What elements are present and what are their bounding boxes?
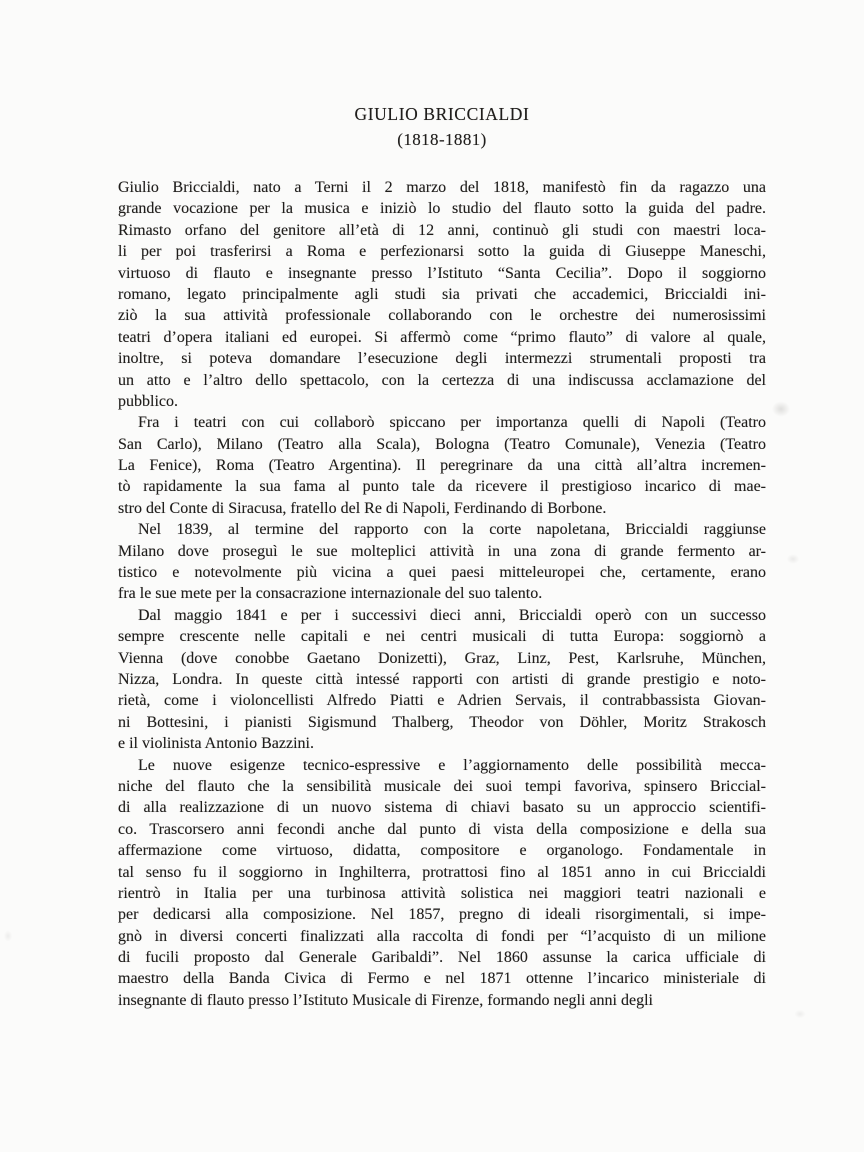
heading-title: GIULIO BRICCIALDI bbox=[354, 104, 530, 124]
text-line: gnò in diversi concerti finalizzati alla raccolta di fondi per “l’acquisto di un milione bbox=[118, 927, 766, 945]
text-line: stro del Conte di Siracusa, fratello del Re di Napoli, Ferdinando di Borbone. bbox=[118, 499, 607, 517]
scan-smudge bbox=[784, 552, 802, 566]
text-line: Milano dove proseguì le sue molteplici attività in una zona di grande fermento ar- bbox=[118, 542, 766, 560]
text-line: niche del flauto che la sensibilità musicale dei suoi tempi favoriva, spinsero Briccial- bbox=[118, 777, 766, 795]
text-line: Nel 1839, al termine del rapporto con la corte napoletana, Briccialdi raggiunse bbox=[138, 521, 766, 539]
heading-dates: (1818-1881) bbox=[397, 130, 487, 149]
scan-smudge bbox=[768, 398, 794, 420]
text-line: La Fenice), Roma (Teatro Argentina). Il peregrinare da una città all’altra incremen- bbox=[118, 457, 766, 475]
page-heading bbox=[118, 102, 766, 152]
paragraph bbox=[118, 519, 766, 605]
paragraph bbox=[118, 412, 766, 519]
text-line: pubblico. bbox=[118, 392, 178, 410]
text-line: Dal maggio 1841 e per i successivi dieci anni, Briccialdi operò con un successo bbox=[138, 606, 766, 624]
text-line: un atto e l’altro dello spettacolo, con la certezza di una indiscussa acclamazione del bbox=[118, 371, 766, 389]
text-line: rietà, come i violoncellisti Alfredo Piatti e Adrien Servais, il contrabbassista Giovan- bbox=[118, 692, 766, 710]
text-line: ziò la sua attività professionale collaborando con le orchestre dei numerosissimi bbox=[118, 307, 766, 325]
text-line: Rimasto orfano del genitore all’età di 12 anni, continuò gli studi con maestri loca- bbox=[118, 221, 766, 239]
text-line: li per poi trasferirsi a Roma e perfezionarsi sotto la guida di Giuseppe Maneschi, bbox=[118, 243, 766, 261]
paragraph bbox=[118, 177, 766, 412]
text-line: fra le sue mete per la consacrazione internazionale del suo talento. bbox=[118, 585, 543, 603]
text-line: ni Bottesini, i pianisti Sigismund Thalberg, Theodor von Döhler, Moritz Strakosch bbox=[118, 713, 766, 731]
text-line: romano, legato principalmente agli studi sia privati che accademici, Briccialdi ini- bbox=[118, 285, 766, 303]
text-line: San Carlo), Milano (Teatro alla Scala), Bologna (Teatro Comunale), Venezia (Teatro bbox=[118, 435, 766, 453]
text-line: virtuoso di flauto e insegnante presso l’Istituto “Santa Cecilia”. Dopo il soggiorno bbox=[118, 264, 766, 282]
paragraph bbox=[118, 605, 766, 755]
text-line: tò rapidamente la sua fama al punto tale da ricevere il prestigioso incarico di mae- bbox=[118, 478, 766, 496]
text-line: tal senso fu il soggiorno in Inghilterra, protrattosi fino al 1851 anno in cui Briccialdi bbox=[118, 863, 766, 881]
scan-smudge bbox=[792, 1008, 808, 1020]
text-line: teatri d’opera italiani ed europei. Si affermò come “primo flauto” di valore al quale, bbox=[118, 328, 766, 346]
text-line: maestro della Banda Civica di Fermo e nel 1871 ottenne l’incarico ministeriale di bbox=[118, 970, 766, 988]
text-line: Nizza, Londra. In queste città intessé rapporti con artisti di grande prestigio e noto- bbox=[118, 670, 766, 688]
body-text bbox=[118, 177, 766, 1011]
text-line: rientrò in Italia per una turbinosa attività solistica nei maggiori teatri nazionali e bbox=[118, 884, 766, 902]
text-line: Le nuove esigenze tecnico-espressive e l’aggiornamento delle possibilità mecca- bbox=[138, 756, 766, 774]
text-line: grande vocazione per la musica e iniziò lo studio del flauto sotto la guida del padre. bbox=[118, 200, 766, 218]
text-line: per dedicarsi alla composizione. Nel 1857, pregno di ideali risorgimentali, si impe- bbox=[118, 906, 766, 924]
scan-smudge bbox=[2, 928, 14, 944]
text-line: affermazione come virtuoso, didatta, compositore e organologo. Fondamentale in bbox=[118, 842, 766, 860]
text-line: inoltre, si poteva domandare l’esecuzione degli intermezzi strumentali proposti tra bbox=[118, 350, 766, 368]
text-line: di fucili proposto dal Generale Garibaldi”. Nel 1860 assunse la carica ufficiale di bbox=[118, 949, 766, 967]
text-line: insegnante di flauto presso l’Istituto Musicale di Firenze, formando negli anni degli bbox=[118, 991, 653, 1009]
text-line: e il violinista Antonio Bazzini. bbox=[118, 735, 314, 753]
text-line: Giulio Briccialdi, nato a Terni il 2 marzo del 1818, manifestò fin da ragazzo una bbox=[118, 179, 766, 196]
text-line: Vienna (dove conobbe Gaetano Donizetti), Graz, Linz, Pest, Karlsruhe, München, bbox=[118, 649, 766, 667]
text-line: Fra i teatri con cui collaborò spiccano per importanza quelli di Napoli (Teatro bbox=[138, 414, 766, 432]
text-line: co. Trascorsero anni fecondi anche dal punto di vista della composizione e della sua bbox=[118, 820, 766, 838]
text-line: sempre crescente nelle capitali e nei centri musicali di tutta Europa: soggiornò a bbox=[118, 628, 766, 646]
text-line: tistico e notevolmente più vicina a quei paesi mitteleuropei che, certamente, erano bbox=[118, 564, 766, 582]
paragraph bbox=[118, 755, 766, 1012]
text-line: di alla realizzazione di un nuovo sistema di chiavi basato su un approccio scientifi- bbox=[118, 799, 766, 817]
